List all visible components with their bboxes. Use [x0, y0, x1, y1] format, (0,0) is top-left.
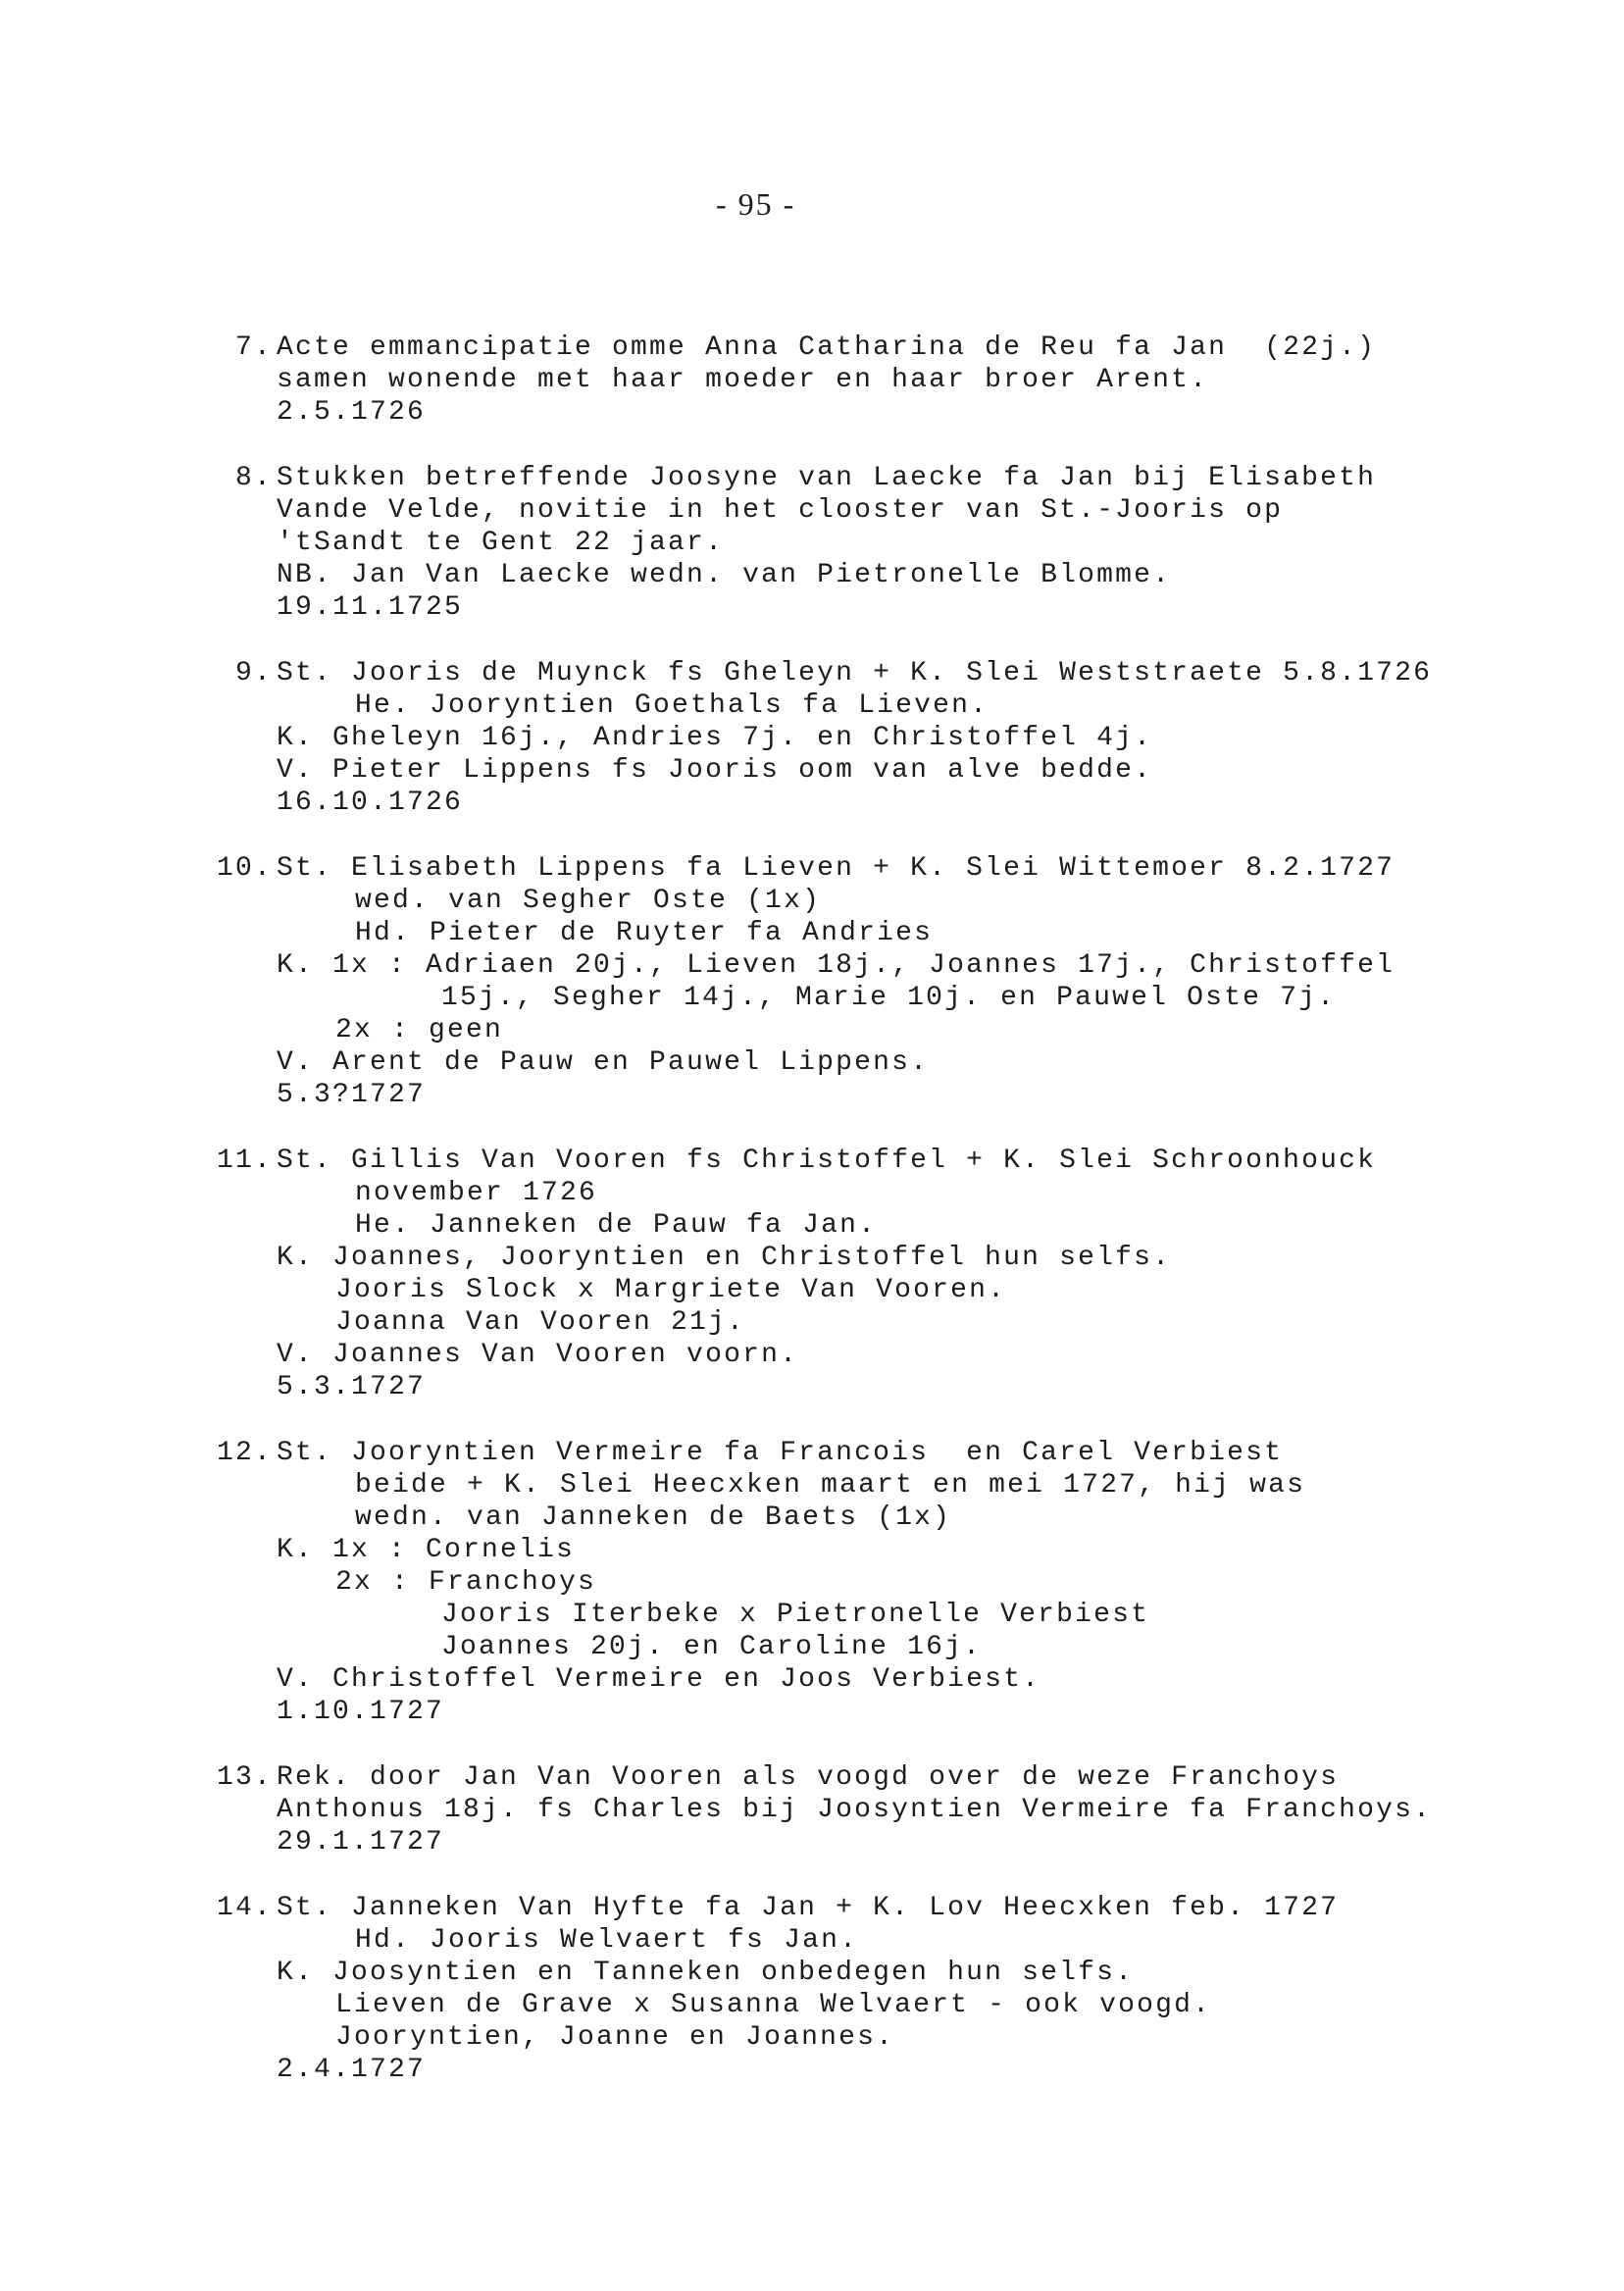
entry-11 — [186, 1145, 1559, 1403]
entry-line: St. Jooris de Muynck fs Gheleyn + K. Slei Weststraete 5.8.1726 — [277, 658, 1433, 688]
entry-line: 2x : geen — [335, 1015, 504, 1045]
entry-line: Jooris Iterbeke x Pietronelle Verbiest — [441, 1600, 1150, 1630]
entry-line: St. Elisabeth Lippens fa Lieven + K. Slei Wittemoer 8.2.1727 — [277, 853, 1396, 884]
entry-note: NB. Jan Van Laecke wedn. van Pietronelle Blomme. — [277, 560, 1172, 590]
entry-date: 5.3?1727 — [277, 1080, 427, 1110]
entry-line: Hd. Jooris Welvaert fs Jan. — [355, 1925, 859, 1956]
entry-line: V. Arent de Pauw en Pauwel Lippens. — [277, 1047, 930, 1078]
entry-number: 10. — [216, 853, 273, 884]
entries-list — [186, 331, 1559, 2119]
entry-line: Hd. Pieter de Ruyter fa Andries — [355, 918, 934, 948]
entry-line: Rek. door Jan Van Vooren als voogd over de weze Franchoys — [277, 1762, 1340, 1793]
entry-line: V. Pieter Lippens fs Jooris oom van alve bedde. — [277, 755, 1153, 786]
entry-12 — [186, 1437, 1559, 1728]
entry-line: Vande Velde, novitie in het clooster van St.-Jooris op — [277, 495, 1284, 526]
entry-date: 1.10.1727 — [277, 1697, 445, 1727]
entry-7 — [186, 331, 1559, 429]
entry-line: K. Joannes, Jooryntien en Christoffel hun selfs. — [277, 1243, 1172, 1273]
entry-number: 9. — [234, 658, 273, 688]
entry-date: 19.11.1725 — [277, 592, 464, 623]
entry-line: Anthonus 18j. fs Charles bij Joosyntien Vermeire fa Franchoys. — [277, 1795, 1433, 1825]
entry-line: Joannes 20j. en Caroline 16j. — [441, 1632, 983, 1662]
entry-line: Jooris Slock x Margriete Van Vooren. — [335, 1275, 1007, 1305]
entry-number: 12. — [216, 1438, 273, 1468]
entry-line: K. 1x : Adriaen 20j., Lieven 18j., Joannes 17j., Christoffel — [277, 950, 1396, 981]
entry-8 — [186, 462, 1559, 624]
entry-date: 2.5.1726 — [277, 397, 427, 428]
entry-line: St. Janneken Van Hyfte fa Jan + K. Lov Heecxken feb. 1727 — [277, 1893, 1340, 1923]
entry-line: wedn. van Janneken de Baets (1x) — [355, 1502, 952, 1533]
entry-line: Lieven de Grave x Susanna Welvaert - ook voogd. — [335, 1990, 1212, 2020]
entry-number: 14. — [216, 1893, 273, 1923]
entry-line: K. 1x : Cornelis — [277, 1535, 576, 1565]
entry-date: 5.3.1727 — [277, 1372, 427, 1402]
entry-line: K. Gheleyn 16j., Andries 7j. en Christoffel 4j. — [277, 723, 1153, 753]
entry-line: 15j., Segher 14j., Marie 10j. en Pauwel Oste 7j. — [441, 983, 1337, 1013]
entry-13 — [186, 1761, 1559, 1858]
entry-line: wed. van Segher Oste (1x) — [355, 886, 822, 916]
entry-14 — [186, 1892, 1559, 2086]
entry-date: 2.4.1727 — [277, 2055, 427, 2085]
entry-line: V. Christoffel Vermeire en Joos Verbiest. — [277, 1664, 1041, 1695]
entry-line: K. Joosyntien en Tanneken onbedegen hun selfs. — [277, 1958, 1135, 1988]
entry-number: 7. — [234, 332, 273, 363]
entry-line: 'tSandt te Gent 22 jaar. — [277, 528, 725, 558]
entry-line: He. Jooryntien Goethals fa Lieven. — [355, 690, 990, 721]
entry-line: St. Gillis Van Vooren fs Christoffel + K. Slei Schroonhouck — [277, 1146, 1377, 1176]
entry-line: 2x : Franchoys — [335, 1567, 597, 1598]
entry-line: Stukken betreffende Joosyne van Laecke fa Jan bij Elisabeth — [277, 463, 1377, 493]
entry-number: 13. — [216, 1762, 273, 1793]
page-number: - 95 - — [716, 186, 796, 222]
entry-line: Acte emmancipatie omme Anna Catharina de Reu fa Jan (22j.) — [277, 332, 1377, 363]
entry-line: samen wonende met haar moeder en haar broer Arent. — [277, 365, 1209, 395]
entry-9 — [186, 657, 1559, 819]
entry-line: Jooryntien, Joanne en Joannes. — [335, 2022, 895, 2053]
entry-line: He. Janneken de Pauw fa Jan. — [355, 1210, 878, 1241]
entry-10 — [186, 852, 1559, 1111]
entry-line: V. Joannes Van Vooren voorn. — [277, 1340, 799, 1370]
entry-line: november 1726 — [355, 1178, 598, 1208]
entry-date: 29.1.1727 — [277, 1827, 445, 1858]
entry-line: beide + K. Slei Heecxken maart en mei 1727, hij was — [355, 1470, 1306, 1501]
entry-number: 8. — [234, 463, 273, 493]
entry-number: 11. — [216, 1146, 273, 1176]
entry-line: St. Jooryntien Vermeire fa Francois en Carel Verbiest — [277, 1438, 1284, 1468]
entry-date: 16.10.1726 — [277, 788, 464, 818]
entry-line: Joanna Van Vooren 21j. — [335, 1307, 746, 1338]
